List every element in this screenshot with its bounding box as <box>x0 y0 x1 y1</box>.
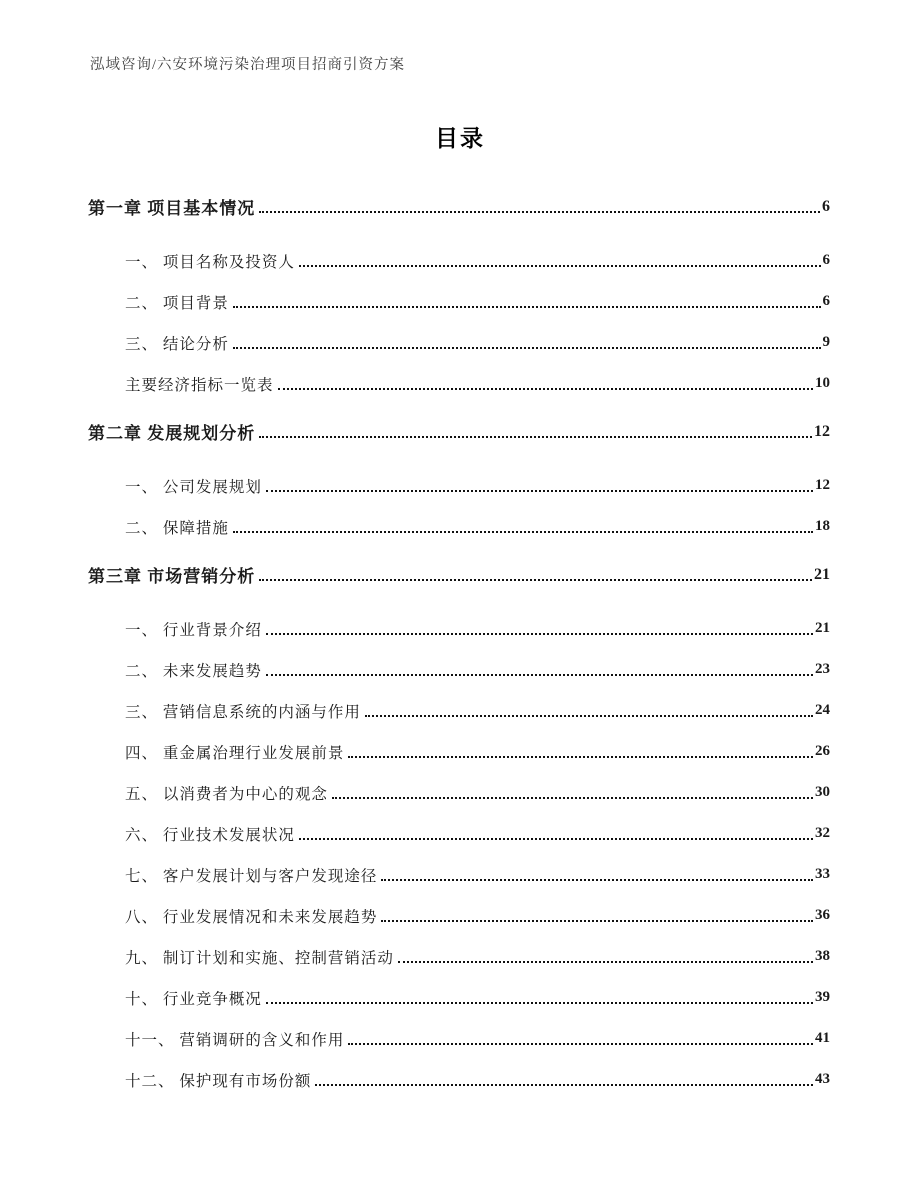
toc-entry-label: 三、 营销信息系统的内涵与作用 <box>125 703 361 721</box>
toc-entry-page-number: 18 <box>815 518 830 534</box>
dot-leader <box>259 210 820 213</box>
toc-sub-entry[interactable] <box>88 506 830 547</box>
dot-leader <box>299 264 821 267</box>
toc-entry-page-number: 38 <box>815 948 830 964</box>
toc-chapter-entry[interactable] <box>88 554 830 595</box>
dot-leader <box>266 489 813 492</box>
toc-entry-page-number: 24 <box>815 702 830 718</box>
dot-leader <box>266 632 813 635</box>
dot-leader <box>348 1042 813 1045</box>
dot-leader <box>348 755 813 758</box>
toc-entry-label: 主要经济指标一览表 <box>125 376 274 394</box>
header-text: 泓域咨询/六安环境污染治理项目招商引资方案 <box>90 57 406 73</box>
toc-entry-label: 四、 重金属治理行业发展前景 <box>125 744 345 762</box>
toc-sub-entry[interactable] <box>88 608 830 649</box>
toc-entry-page-number: 32 <box>815 825 830 841</box>
toc-entry-page-number: 26 <box>815 743 830 759</box>
toc-entry-page-number: 39 <box>815 989 830 1005</box>
toc-entry-label: 六、 行业技术发展状况 <box>125 826 295 844</box>
toc-sub-entry[interactable] <box>88 895 830 936</box>
toc-entry-page-number: 23 <box>815 661 830 677</box>
toc-entry-label: 七、 客户发展计划与客户发现途径 <box>125 867 378 885</box>
toc-entry-label: 九、 制订计划和实施、控制营销活动 <box>125 949 394 967</box>
toc-sub-entry[interactable] <box>88 363 830 404</box>
toc-entry-page-number: 33 <box>815 866 830 882</box>
toc-entry-page-number: 21 <box>815 620 830 636</box>
toc-entry-page-number: 12 <box>815 477 830 493</box>
toc-entry-page-number: 6 <box>822 293 830 309</box>
dot-leader <box>332 796 813 799</box>
dot-leader <box>365 714 813 717</box>
toc-entry-page-number: 21 <box>814 565 830 583</box>
toc-entry-page-number: 30 <box>815 784 830 800</box>
toc-entry-label: 一、 项目名称及投资人 <box>125 253 295 271</box>
dot-leader <box>259 435 812 438</box>
toc-entry-label: 二、 项目背景 <box>125 294 229 312</box>
dot-leader <box>266 673 813 676</box>
toc-entry-label: 一、 行业背景介绍 <box>125 621 262 639</box>
toc-sub-entry[interactable] <box>88 772 830 813</box>
page-title: 目录 <box>435 126 485 151</box>
toc-sub-entry[interactable] <box>88 690 830 731</box>
toc-entry-label: 二、 保障措施 <box>125 519 229 537</box>
toc-sub-entry[interactable] <box>88 322 830 363</box>
toc-sub-entry[interactable] <box>88 465 830 506</box>
toc-entry-page-number: 9 <box>822 334 830 350</box>
toc-entry-page-number: 6 <box>822 197 830 215</box>
toc-entry-label: 十、 行业竞争概况 <box>125 990 262 1008</box>
dot-leader <box>278 387 813 390</box>
toc-entry-label: 第三章 市场营销分析 <box>88 567 256 586</box>
toc-entry-label: 三、 结论分析 <box>125 335 229 353</box>
toc-entry-page-number: 36 <box>815 907 830 923</box>
toc-entry-label: 十二、 保护现有市场份额 <box>125 1072 312 1090</box>
toc-sub-entry[interactable] <box>88 281 830 322</box>
toc-entry-page-number: 6 <box>822 252 830 268</box>
toc-entry-label: 八、 行业发展情况和未来发展趋势 <box>125 908 378 926</box>
dot-leader <box>299 837 813 840</box>
dot-leader <box>233 346 821 349</box>
toc-sub-entry[interactable] <box>88 936 830 977</box>
dot-leader <box>233 305 821 308</box>
dot-leader <box>315 1083 813 1086</box>
toc-entry-label: 二、 未来发展趋势 <box>125 662 262 680</box>
toc-entry-label: 第二章 发展规划分析 <box>88 424 256 443</box>
toc-entry-page-number: 12 <box>814 422 830 440</box>
table-of-contents <box>88 179 830 1100</box>
toc-entry-page-number: 41 <box>815 1030 830 1046</box>
dot-leader <box>266 1001 813 1004</box>
page-header <box>90 53 405 74</box>
toc-sub-entry[interactable] <box>88 649 830 690</box>
dot-leader <box>381 919 813 922</box>
dot-leader <box>398 960 813 963</box>
toc-sub-entry[interactable] <box>88 1059 830 1100</box>
toc-sub-entry[interactable] <box>88 854 830 895</box>
toc-sub-entry[interactable] <box>88 731 830 772</box>
dot-leader <box>233 530 813 533</box>
toc-sub-entry[interactable] <box>88 977 830 1018</box>
toc-entry-page-number: 43 <box>815 1071 830 1087</box>
dot-leader <box>381 878 813 881</box>
toc-entry-label: 第一章 项目基本情况 <box>88 199 256 218</box>
toc-sub-entry[interactable] <box>88 1018 830 1059</box>
toc-sub-entry[interactable] <box>88 240 830 281</box>
toc-entry-page-number: 10 <box>815 375 830 391</box>
toc-sub-entry[interactable] <box>88 813 830 854</box>
toc-entry-label: 五、 以消费者为中心的观念 <box>125 785 328 803</box>
dot-leader <box>259 578 812 581</box>
toc-chapter-entry[interactable] <box>88 186 830 227</box>
toc-entry-label: 十一、 营销调研的含义和作用 <box>125 1031 345 1049</box>
toc-entry-label: 一、 公司发展规划 <box>125 478 262 496</box>
toc-chapter-entry[interactable] <box>88 411 830 452</box>
